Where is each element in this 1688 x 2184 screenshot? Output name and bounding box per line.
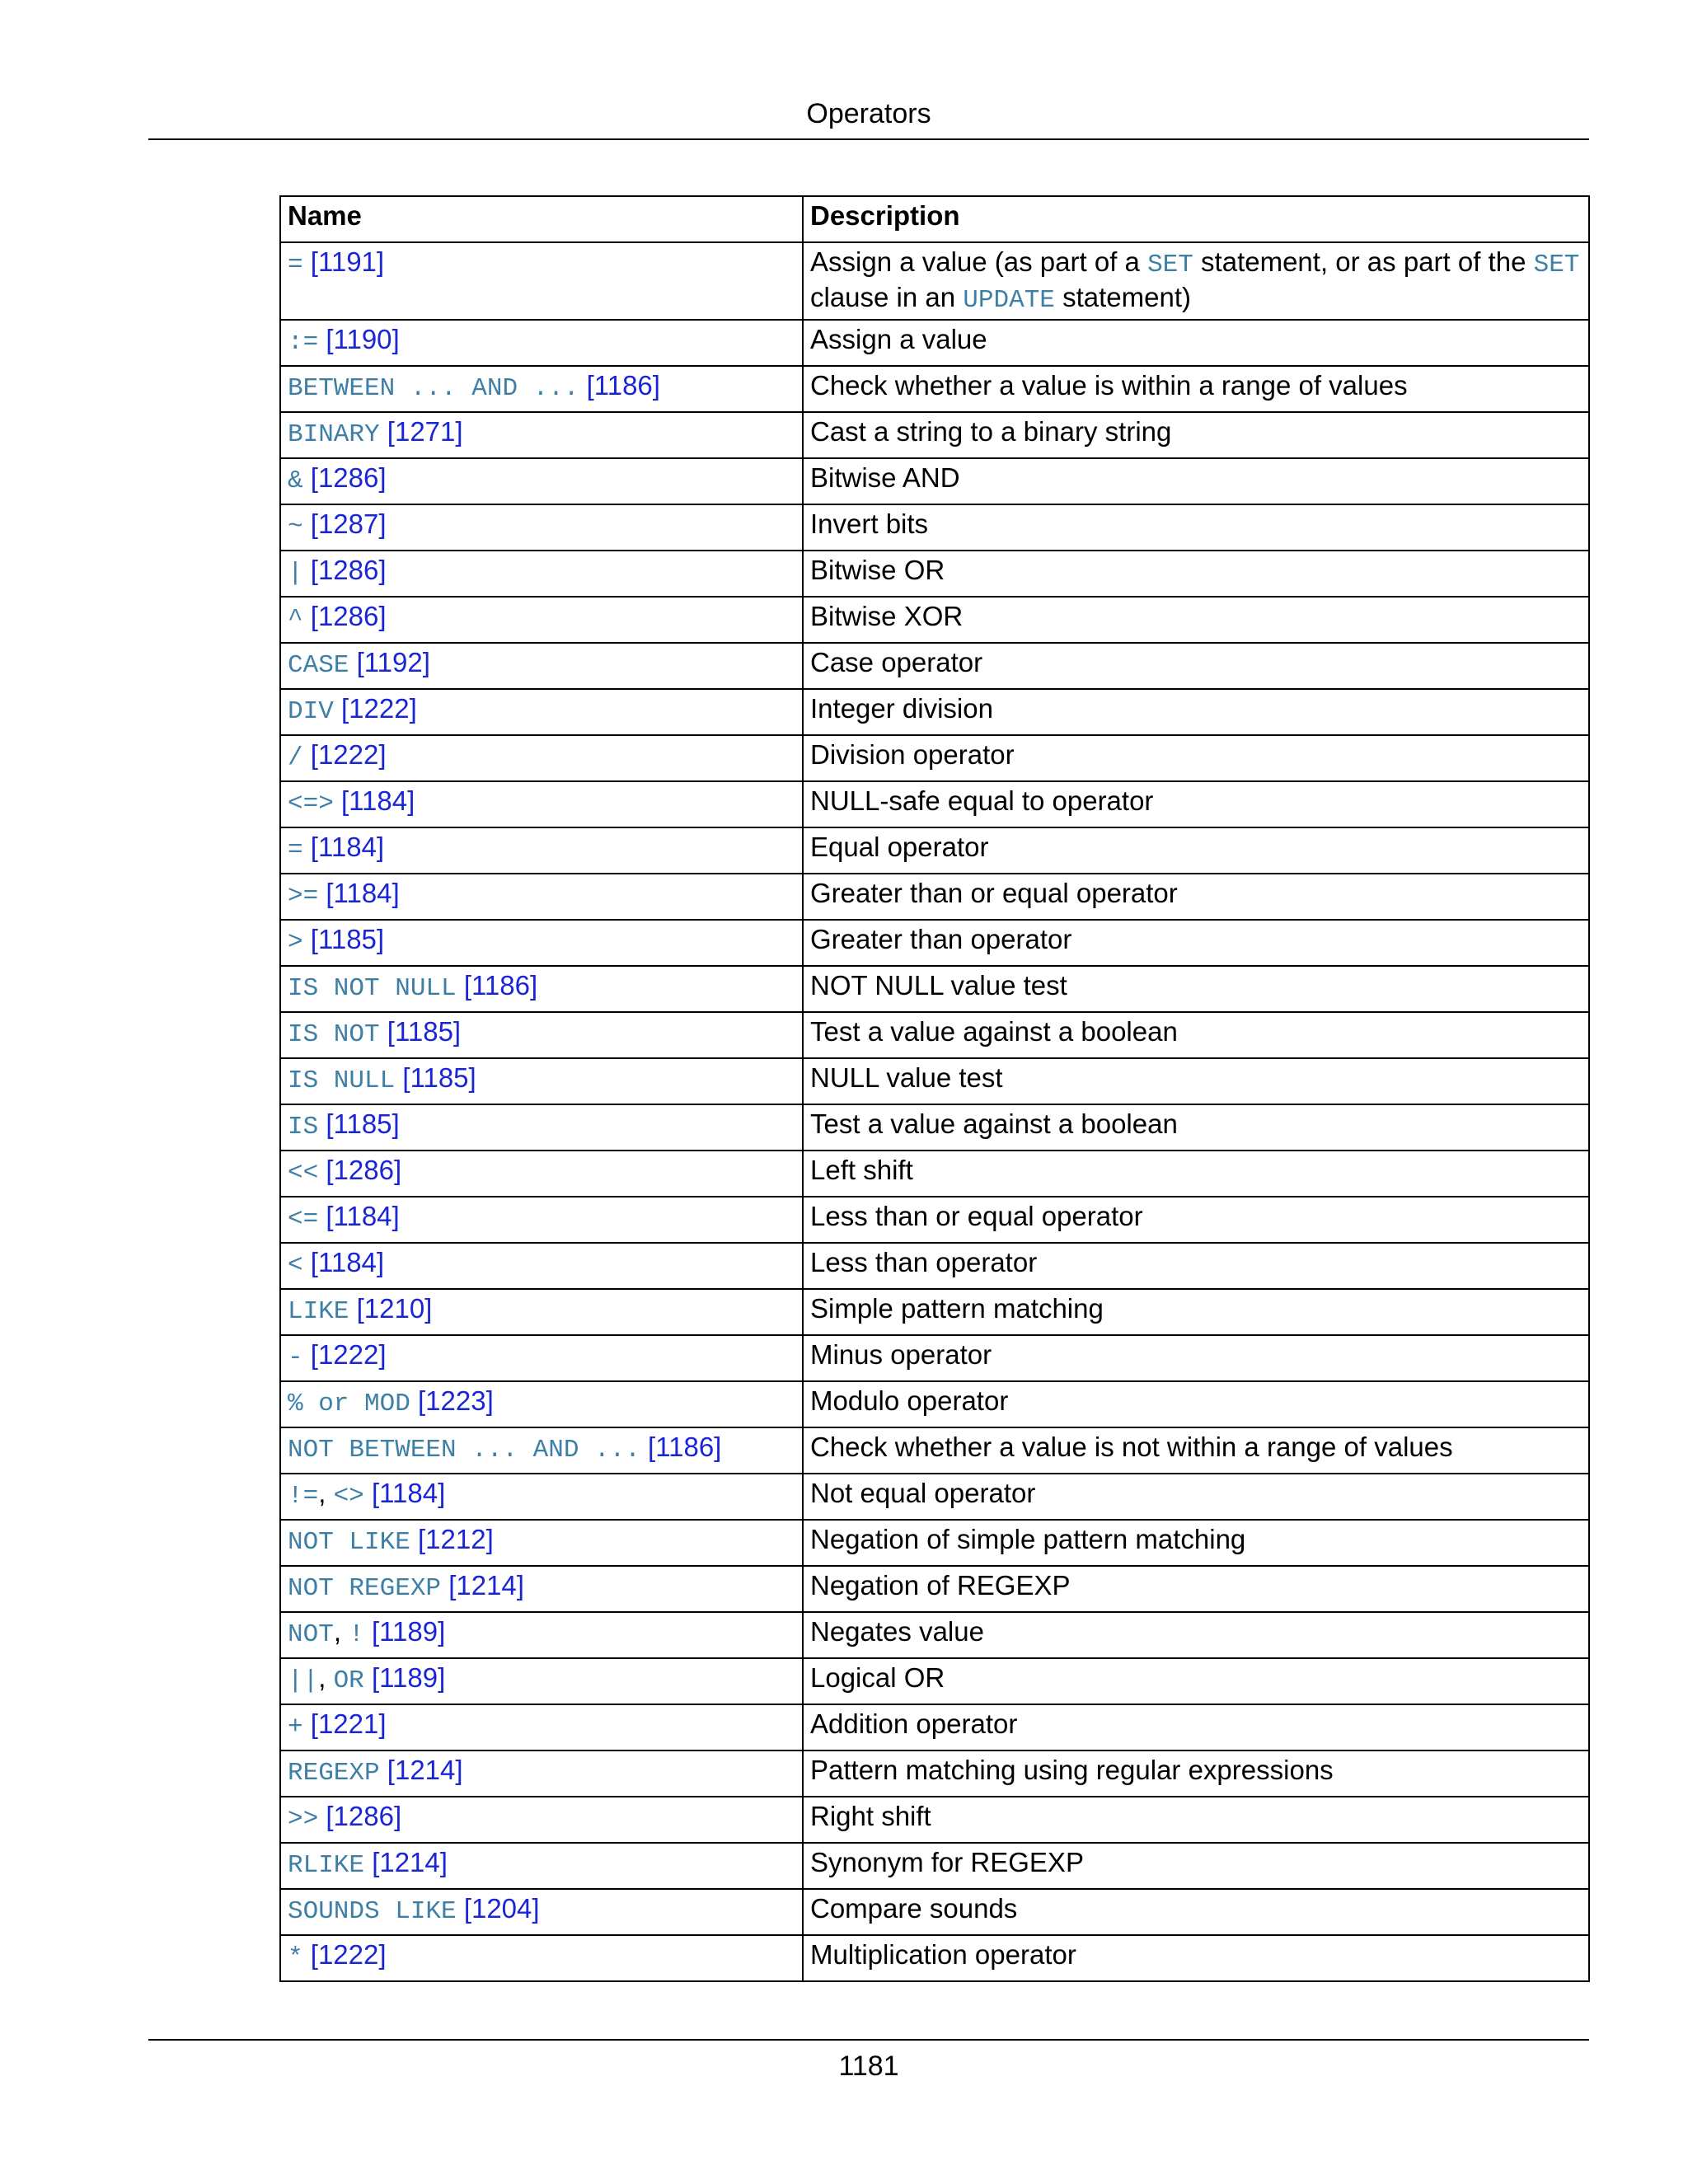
operator-name-cell — [280, 1889, 803, 1935]
page-reference-link[interactable]: [1214] — [372, 1847, 448, 1877]
table-row — [280, 781, 1589, 827]
page-reference-link[interactable]: [1184] — [310, 1247, 385, 1277]
operator-description-cell — [803, 735, 1589, 781]
table-row — [280, 1243, 1589, 1289]
operator-name-cell — [280, 1151, 803, 1197]
description-text: Multiplication operator — [810, 1939, 1076, 1970]
description-text: Bitwise AND — [810, 462, 960, 493]
operator-name-cell — [280, 920, 803, 966]
description-text: Greater than or equal operator — [810, 878, 1178, 908]
description-text: Logical OR — [810, 1662, 945, 1693]
operator-syntax: <> — [333, 1482, 364, 1511]
operator-syntax: > — [288, 928, 303, 957]
page-reference-link[interactable]: [1210] — [356, 1293, 433, 1324]
operator-name-cell — [280, 1750, 803, 1797]
operator-description-cell — [803, 458, 1589, 504]
operator-syntax: = — [288, 836, 303, 865]
operator-description-cell — [803, 1381, 1589, 1427]
operator-syntax: % or MOD — [288, 1390, 410, 1418]
operator-syntax: << — [288, 1159, 319, 1188]
description-text: Greater than operator — [810, 924, 1072, 954]
operator-name-cell — [280, 412, 803, 458]
operator-name-cell — [280, 1381, 803, 1427]
operator-name-cell — [280, 1104, 803, 1151]
table-row — [280, 1750, 1589, 1797]
operator-syntax: ! — [349, 1620, 364, 1649]
table-row — [280, 1658, 1589, 1704]
description-text: NULL value test — [810, 1062, 1003, 1093]
inline-code: UPDATE — [963, 286, 1055, 315]
operator-name-cell — [280, 242, 803, 320]
operator-name-cell — [280, 1012, 803, 1058]
table-row — [280, 1843, 1589, 1889]
page-reference-link[interactable]: [1286] — [326, 1801, 402, 1831]
operator-syntax: + — [288, 1713, 303, 1741]
operator-syntax: BINARY — [288, 420, 380, 449]
operator-name-cell — [280, 874, 803, 920]
operator-name-cell — [280, 781, 803, 827]
operator-description-cell — [803, 1797, 1589, 1843]
table-row — [280, 966, 1589, 1012]
table-body — [280, 242, 1589, 1981]
operator-name-cell — [280, 1658, 803, 1704]
operator-name-cell — [280, 551, 803, 597]
operator-syntax: = — [288, 251, 303, 279]
operator-name-cell — [280, 320, 803, 366]
operator-syntax: ~ — [288, 513, 303, 541]
page-footer — [148, 2039, 1589, 2090]
operator-syntax: NOT REGEXP — [288, 1574, 442, 1603]
table-row — [280, 735, 1589, 781]
description-text: Right shift — [810, 1801, 931, 1831]
page-reference-link[interactable]: [1186] — [463, 970, 538, 1001]
table-row — [280, 1151, 1589, 1197]
operator-name-cell — [280, 1704, 803, 1750]
separator: , — [333, 1616, 349, 1647]
description-text: Less than operator — [810, 1247, 1038, 1277]
description-text: Simple pattern matching — [810, 1293, 1104, 1324]
operator-description-cell — [803, 1335, 1589, 1381]
operator-name-cell — [280, 366, 803, 412]
page-reference-link[interactable]: [1184] — [326, 1201, 400, 1231]
page-header — [148, 92, 1589, 140]
operator-description-cell — [803, 920, 1589, 966]
page-reference-link[interactable]: [1186] — [586, 370, 660, 401]
description-text: Equal operator — [810, 832, 989, 862]
description-text: Assign a value — [810, 324, 987, 354]
table-row — [280, 827, 1589, 874]
table-row — [280, 1427, 1589, 1474]
operator-name-cell — [280, 1566, 803, 1612]
operator-syntax: <= — [288, 1205, 319, 1234]
operator-name-cell — [280, 1335, 803, 1381]
page-reference-link[interactable]: [1212] — [418, 1524, 494, 1554]
table-row — [280, 242, 1589, 320]
operator-name-cell — [280, 1797, 803, 1843]
operator-description-cell — [803, 1520, 1589, 1566]
description-text: Compare sounds — [810, 1893, 1018, 1924]
page-reference-link[interactable]: [1185] — [402, 1062, 476, 1093]
description-text: statement) — [1054, 282, 1191, 312]
page-reference-link[interactable]: [1214] — [448, 1570, 524, 1601]
operator-syntax: LIKE — [288, 1297, 349, 1326]
description-text: NULL-safe equal to operator — [810, 785, 1154, 816]
operator-description-cell — [803, 597, 1589, 643]
operator-syntax: || — [288, 1666, 319, 1695]
operator-description-cell — [803, 1704, 1589, 1750]
page-reference-link[interactable]: [1191] — [310, 246, 385, 277]
table-row — [280, 689, 1589, 735]
table-row — [280, 1197, 1589, 1243]
page-reference-link[interactable]: [1286] — [310, 601, 387, 631]
operator-syntax: - — [288, 1343, 303, 1372]
page-reference-link[interactable]: [1186] — [648, 1432, 722, 1462]
operator-syntax: NOT — [288, 1620, 334, 1649]
inline-code: SET — [1533, 251, 1580, 279]
page-reference-link[interactable]: [1204] — [463, 1893, 540, 1924]
operator-name-cell — [280, 1935, 803, 1981]
operator-description-cell — [803, 1427, 1589, 1474]
operator-syntax: < — [288, 1251, 303, 1280]
operator-syntax: SOUNDS LIKE — [288, 1897, 457, 1926]
page-reference-link[interactable]: [1271] — [387, 416, 463, 447]
page-reference-link[interactable]: [1185] — [310, 924, 385, 954]
page-number: 1181 — [838, 2050, 899, 2082]
page-reference-link[interactable]: [1184] — [326, 878, 400, 908]
operator-name-cell — [280, 1289, 803, 1335]
operator-syntax: BETWEEN ... AND ... — [288, 374, 579, 403]
table-row — [280, 412, 1589, 458]
page-reference-link[interactable]: [1192] — [356, 647, 430, 677]
operator-description-cell — [803, 412, 1589, 458]
page-reference-link[interactable]: [1222] — [310, 739, 387, 770]
table-row — [280, 597, 1589, 643]
description-text: Invert bits — [810, 509, 929, 539]
table-row — [280, 1704, 1589, 1750]
table-row — [280, 1381, 1589, 1427]
page-reference-link[interactable]: [1222] — [310, 1939, 387, 1970]
table-row — [280, 1289, 1589, 1335]
operator-name-cell — [280, 1843, 803, 1889]
table-row — [280, 366, 1589, 412]
operator-syntax: IS — [288, 1113, 319, 1141]
description-text: Test a value against a boolean — [810, 1108, 1178, 1139]
operator-syntax: DIV — [288, 697, 334, 726]
description-text: Minus operator — [810, 1339, 992, 1370]
operator-description-cell — [803, 366, 1589, 412]
separator: , — [318, 1662, 334, 1693]
operator-syntax: OR — [333, 1666, 364, 1695]
description-text: Division operator — [810, 739, 1015, 770]
operator-name-cell — [280, 827, 803, 874]
operator-description-cell — [803, 966, 1589, 1012]
operator-description-cell — [803, 1889, 1589, 1935]
operator-description-cell — [803, 1750, 1589, 1797]
description-text: Addition operator — [810, 1708, 1018, 1739]
operator-name-cell — [280, 1520, 803, 1566]
table-row — [280, 1566, 1589, 1612]
operator-name-cell — [280, 1243, 803, 1289]
operator-description-cell — [803, 1566, 1589, 1612]
description-text: Bitwise OR — [810, 555, 945, 585]
operator-description-cell — [803, 1935, 1589, 1981]
page-reference-link[interactable]: [1184] — [371, 1478, 446, 1508]
operator-syntax: != — [288, 1482, 319, 1511]
operator-description-cell — [803, 551, 1589, 597]
description-text: Synonym for REGEXP — [810, 1847, 1084, 1877]
table-row — [280, 1335, 1589, 1381]
operators-table — [279, 195, 1590, 1982]
page-reference-link[interactable]: [1184] — [340, 785, 415, 816]
operator-syntax: NOT LIKE — [288, 1528, 410, 1557]
operator-syntax: CASE — [288, 651, 349, 680]
description-text: NOT NULL value test — [810, 970, 1067, 1001]
description-text: Negation of simple pattern matching — [810, 1524, 1246, 1554]
operator-description-cell — [803, 1058, 1589, 1104]
operator-description-cell — [803, 1151, 1589, 1197]
operator-syntax: <=> — [288, 790, 334, 818]
operator-description-cell — [803, 1243, 1589, 1289]
table-row — [280, 1104, 1589, 1151]
page-reference-link[interactable]: [1286] — [310, 555, 387, 585]
page-reference-link[interactable]: [1189] — [371, 1616, 446, 1647]
operator-description-cell — [803, 643, 1589, 689]
operator-name-cell — [280, 1058, 803, 1104]
table-row — [280, 458, 1589, 504]
operator-syntax: / — [288, 743, 303, 772]
operator-syntax: * — [288, 1943, 303, 1972]
operator-name-cell — [280, 597, 803, 643]
description-text: Not equal operator — [810, 1478, 1036, 1508]
table-row — [280, 1935, 1589, 1981]
description-text: Assign a value (as part of a — [810, 246, 1148, 277]
description-text: Left shift — [810, 1155, 913, 1185]
operator-description-cell — [803, 1658, 1589, 1704]
separator: , — [318, 1478, 334, 1508]
operator-syntax: ^ — [288, 605, 303, 634]
page-reference-link[interactable]: [1221] — [310, 1708, 387, 1739]
table-row — [280, 1612, 1589, 1658]
operator-name-cell — [280, 1197, 803, 1243]
description-text: Negation of REGEXP — [810, 1570, 1071, 1601]
description-text: Pattern matching using regular expressions — [810, 1755, 1334, 1785]
operator-name-cell — [280, 504, 803, 551]
operator-name-cell — [280, 643, 803, 689]
description-text: Test a value against a boolean — [810, 1016, 1178, 1047]
operator-description-cell — [803, 1012, 1589, 1058]
page-reference-link[interactable]: [1185] — [387, 1016, 462, 1047]
operator-description-cell — [803, 1474, 1589, 1520]
operator-syntax: & — [288, 466, 303, 495]
operator-name-cell — [280, 1427, 803, 1474]
table-row — [280, 1520, 1589, 1566]
table-row — [280, 874, 1589, 920]
description-text: Case operator — [810, 647, 983, 677]
operator-syntax: := — [288, 328, 319, 357]
operator-syntax: IS NOT NULL — [288, 974, 457, 1003]
operator-syntax: | — [288, 559, 303, 588]
description-text: Check whether a value is not within a range of values — [810, 1432, 1453, 1462]
description-text: Bitwise XOR — [810, 601, 964, 631]
table-row — [280, 1058, 1589, 1104]
table-row — [280, 643, 1589, 689]
page-reference-link[interactable]: [1185] — [326, 1108, 400, 1139]
operator-description-cell — [803, 504, 1589, 551]
operator-name-cell — [280, 458, 803, 504]
description-text: Negates value — [810, 1616, 984, 1647]
operator-description-cell — [803, 320, 1589, 366]
table-row — [280, 1889, 1589, 1935]
description-text: Cast a string to a binary string — [810, 416, 1172, 447]
page-reference-link[interactable]: [1222] — [340, 693, 417, 724]
operator-name-cell — [280, 1474, 803, 1520]
description-text: Check whether a value is within a range of values — [810, 370, 1408, 401]
operator-description-cell — [803, 781, 1589, 827]
operator-syntax: IS NULL — [288, 1066, 396, 1095]
page-reference-link[interactable]: [1214] — [387, 1755, 463, 1785]
operator-description-cell — [803, 1612, 1589, 1658]
column-header-name: Name — [280, 196, 803, 242]
operator-syntax: >= — [288, 882, 319, 911]
operator-description-cell — [803, 1104, 1589, 1151]
inline-code: SET — [1147, 251, 1193, 279]
operator-description-cell — [803, 1197, 1589, 1243]
page-reference-link[interactable]: [1286] — [326, 1155, 402, 1185]
operator-description-cell — [803, 1843, 1589, 1889]
description-text: clause in an — [810, 282, 964, 312]
operator-description-cell — [803, 1289, 1589, 1335]
page-reference-link[interactable]: [1223] — [418, 1385, 494, 1416]
operator-description-cell — [803, 689, 1589, 735]
table-row — [280, 920, 1589, 966]
operator-description-cell — [803, 827, 1589, 874]
table-row — [280, 1797, 1589, 1843]
page-reference-link[interactable]: [1189] — [371, 1662, 446, 1693]
operator-name-cell — [280, 1612, 803, 1658]
page-reference-link[interactable]: [1190] — [326, 324, 400, 354]
operator-syntax: IS NOT — [288, 1020, 380, 1049]
operator-name-cell — [280, 689, 803, 735]
page-reference-link[interactable]: [1286] — [310, 462, 387, 493]
operator-name-cell — [280, 735, 803, 781]
table-row — [280, 320, 1589, 366]
page-title: Operators — [806, 98, 931, 129]
table-row — [280, 551, 1589, 597]
operator-syntax: RLIKE — [288, 1851, 365, 1880]
description-text: Modulo operator — [810, 1385, 1009, 1416]
column-header-description: Description — [803, 196, 1589, 242]
description-text: Less than or equal operator — [810, 1201, 1143, 1231]
page-reference-link[interactable]: [1184] — [310, 832, 385, 862]
page-reference-link[interactable]: [1222] — [310, 1339, 387, 1370]
operator-name-cell — [280, 966, 803, 1012]
operator-description-cell — [803, 874, 1589, 920]
operator-syntax: REGEXP — [288, 1759, 380, 1788]
table-header-row — [280, 196, 1589, 242]
page-reference-link[interactable]: [1287] — [310, 509, 387, 539]
operator-syntax: >> — [288, 1805, 319, 1834]
description-text: Integer division — [810, 693, 993, 724]
operator-syntax: NOT BETWEEN ... AND ... — [288, 1436, 640, 1465]
table-row — [280, 1474, 1589, 1520]
table-row — [280, 1012, 1589, 1058]
table-row — [280, 504, 1589, 551]
description-text: statement, or as part of the — [1193, 246, 1534, 277]
operator-description-cell — [803, 242, 1589, 320]
